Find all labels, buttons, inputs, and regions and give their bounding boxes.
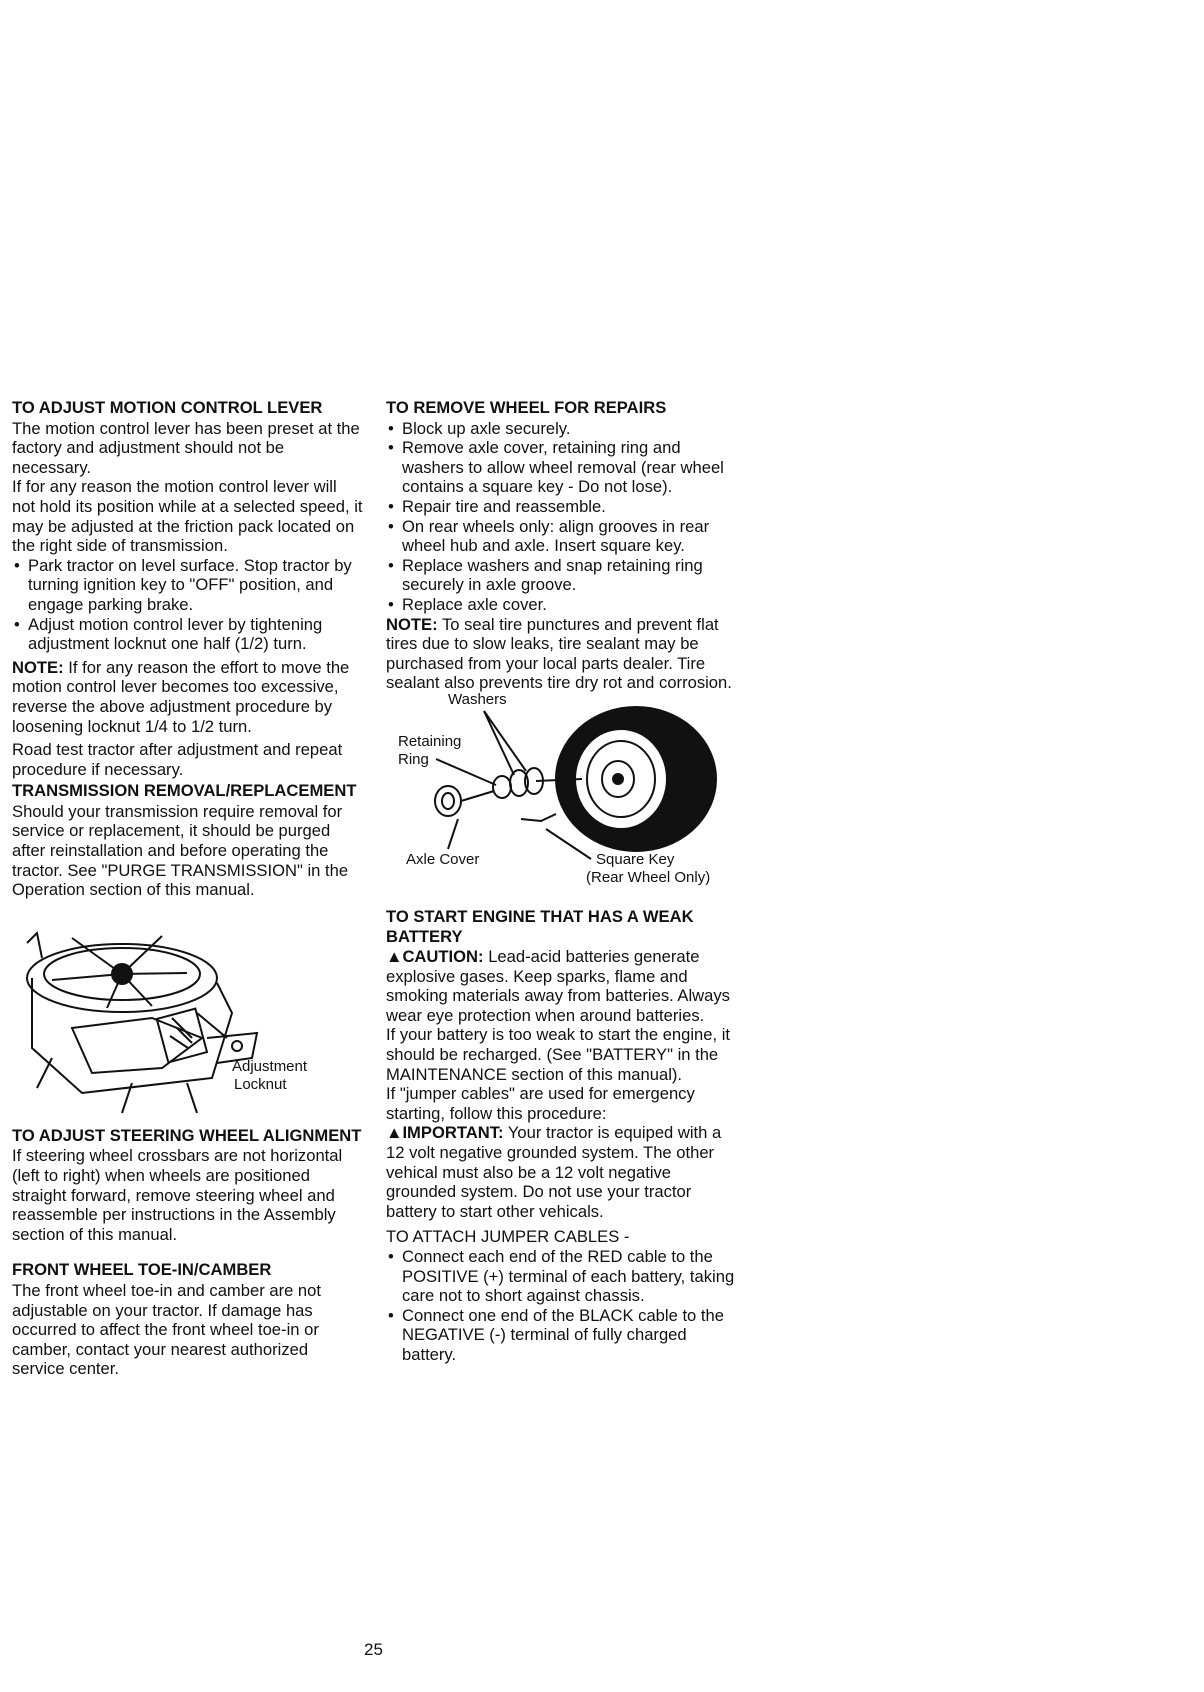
toe-in-text: The front wheel toe-in and camber are not adjustable on your tractor. If damage has occurred to affect the front wheel toe-in or camber, contact your nearest authorized service center. <box>12 1281 322 1379</box>
caution-body: Lead-acid batteries generate explosive gases. Keep sparks, flame and smoking materials away from batteries. Always wear eye protection when around batteries. <box>386 947 730 1025</box>
remove-wheel-heading: TO REMOVE WHEEL FOR REPAIRS <box>386 398 667 417</box>
note-text: If for any reason the effort to move the motion control lever becomes too excessive, reverse the above adjustment procedure by loosening locknut 1/4 to 1/2 turn. <box>12 657 350 736</box>
list-item: • Remove axle cover, retaining ring and washers to allow wheel removal (rear wheel contains a square key - Do not lose). <box>386 438 738 497</box>
attach-heading: TO ATTACH JUMPER CABLES - <box>386 1227 630 1247</box>
transmission-text: Should your transmission require removal for service or replacement, it should be purged after reinstallation and before operating the tractor. See "PURGE TRANSMISSION" in the Operation section of this manual. <box>12 801 349 900</box>
list-item: • On rear wheels only: align grooves in rear wheel hub and axle. Insert square key. <box>386 517 738 556</box>
page-number: 25 <box>364 1640 383 1659</box>
locknut-label: Locknut <box>234 1075 287 1093</box>
attach-steps <box>386 1247 738 1365</box>
transmission-heading: TRANSMISSION REMOVAL/REPLACEMENT <box>12 781 357 801</box>
remove-wheel-steps <box>386 419 738 615</box>
wheel-figure <box>386 690 738 889</box>
axle-cover-label: Axle Cover <box>406 850 480 868</box>
rear-wheel-only-label: (Rear Wheel Only) <box>586 868 711 886</box>
list-item: • Adjust motion control lever by tightening adjustment locknut one half (1/2) turn. <box>12 615 364 654</box>
road-test-text: Road test tractor after adjustment and repeat procedure if necessary. <box>12 740 343 779</box>
jumper-text: If "jumper cables" are used for emergency starting, follow this procedure: <box>386 1084 695 1123</box>
note-text: To seal tire punctures and prevent flat tires due to slow leaks, tire sealant may be purchased from your local parts dealer. Tire sealant also prevents tire dry rot and corrosion. <box>386 614 732 693</box>
important-body: Your tractor is equiped with a 12 volt negative grounded system. The other vehical must also be a 12 volt negative grounded system. Do not use your tractor battery to start other vehicals. <box>386 1123 722 1221</box>
motion-lever-steps <box>12 556 364 654</box>
list-item: • Connect each end of the RED cable to the POSITIVE (+) terminal of each battery, taking care not to short against chassis. <box>386 1247 738 1306</box>
adjustment-label: Adjustment <box>232 1057 308 1075</box>
weak-battery-text: If your battery is too weak to start the engine, it should be recharged. (See "BATTERY" in the MAINTENANCE section of this manual). <box>386 1025 731 1084</box>
list-item: • Replace washers and snap retaining ring securely in axle groove. <box>386 556 738 595</box>
list-item: • Connect one end of the BLACK cable to the NEGATIVE (-) terminal of fully charged battery. <box>386 1306 738 1365</box>
washers-label: Washers <box>448 690 507 708</box>
note-label: NOTE: <box>12 657 64 677</box>
list-item: • Repair tire and reassemble. <box>386 497 738 517</box>
list-item: • Park tractor on level surface. Stop tractor by turning ignition key to "OFF" position, and engage parking brake. <box>12 556 364 615</box>
caution-label: ▲CAUTION: <box>386 947 484 967</box>
motion-lever-note <box>12 658 364 736</box>
left-column <box>12 398 364 1385</box>
list-item: • Replace axle cover. <box>386 595 738 615</box>
motion-lever-intro1: The motion control lever has been preset at the factory and adjustment should not be necessary. <box>12 418 360 477</box>
remove-wheel-note <box>386 615 738 693</box>
important-text <box>386 1123 738 1221</box>
locknut-figure <box>12 918 364 1118</box>
caution-text <box>386 947 738 1025</box>
important-label: ▲IMPORTANT: <box>386 1123 504 1143</box>
note-label: NOTE: <box>386 614 438 634</box>
toe-in-heading: FRONT WHEEL TOE-IN/CAMBER <box>12 1260 272 1280</box>
ring-label: Ring <box>398 750 429 768</box>
motion-lever-heading: TO ADJUST MOTION CONTROL LEVER <box>12 398 323 417</box>
retaining-label: Retaining <box>398 732 462 750</box>
right-column <box>386 398 738 1371</box>
motion-lever-intro2: If for any reason the motion control lever will not hold its position while at a selected speed, it may be adjusted at the friction pack located on the right side of transmission. <box>12 477 363 556</box>
list-item: • Block up axle securely. <box>386 419 738 439</box>
square-key-label: Square Key <box>596 850 675 868</box>
steering-text: If steering wheel crossbars are not horizontal (left to right) when wheels are positioned straight forward, remove steering wheel and reassemble per instructions in the Assembly section of this manual. <box>12 1146 343 1244</box>
battery-heading: TO START ENGINE THAT HAS A WEAK BATTERY <box>386 906 694 946</box>
transmission-illustration <box>12 918 262 1118</box>
steering-heading: TO ADJUST STEERING WHEEL ALIGNMENT <box>12 1125 362 1145</box>
